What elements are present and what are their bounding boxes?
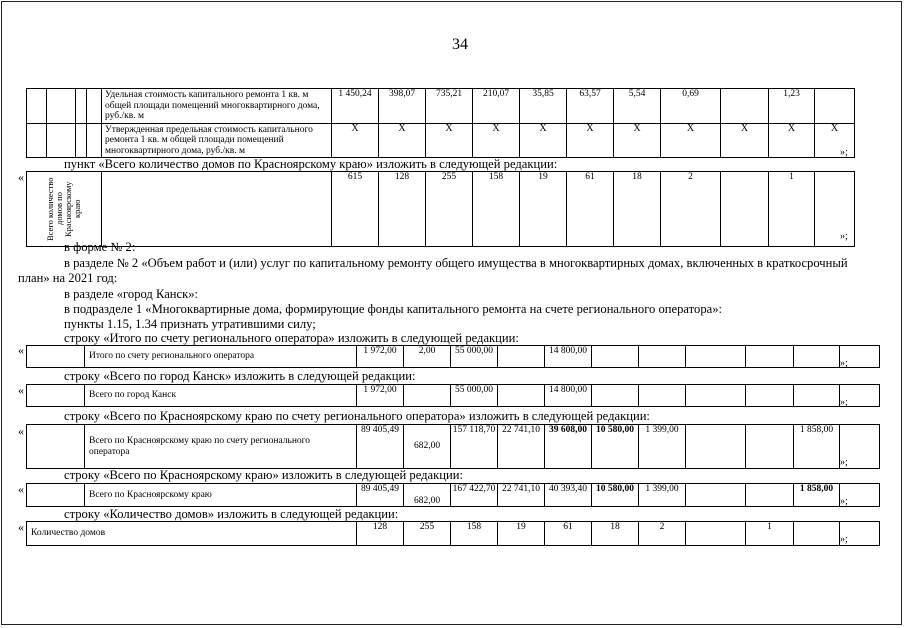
- text-razdel2-line2: план» на 2021 год:: [18, 271, 118, 285]
- cell: [815, 89, 855, 124]
- cell: [815, 172, 855, 247]
- row-label: Всего по город Канск: [85, 385, 357, 407]
- table-row: [27, 123, 855, 158]
- cell: 0,69: [661, 89, 721, 124]
- cell: 1,23: [769, 89, 815, 124]
- table-kolvo: [26, 521, 880, 546]
- cell: 39 608,00: [545, 425, 592, 469]
- cell: [592, 385, 639, 407]
- quote-open: «: [18, 424, 24, 438]
- cell: 157 118,70: [451, 425, 498, 469]
- cell: 19: [520, 172, 567, 247]
- quote-close: »;: [840, 147, 848, 158]
- cell: 1 972,00: [357, 346, 404, 368]
- text-stroka-kolvo: строку «Количество домов» изложить в следующей редакции:: [64, 507, 399, 521]
- table-row: [27, 89, 855, 124]
- cell: 5,54: [614, 89, 661, 124]
- quote-close: »;: [840, 457, 848, 468]
- cell: 158: [473, 172, 520, 247]
- cell: [498, 346, 545, 368]
- cell: 18: [614, 172, 661, 247]
- cell: [686, 522, 746, 546]
- cell: 35,85: [520, 89, 567, 124]
- quote-close: »;: [840, 534, 848, 545]
- cell: [746, 425, 794, 469]
- quote-close: »;: [840, 397, 848, 408]
- cell: 2: [661, 172, 721, 247]
- cell: [794, 385, 840, 407]
- cell: X: [769, 123, 815, 158]
- text-razdel-kansk: в разделе «город Канск»:: [64, 287, 199, 301]
- cell: 19: [498, 522, 545, 546]
- cell: [721, 89, 769, 124]
- quote-close: »;: [840, 358, 848, 369]
- row-label: Количество домов: [27, 522, 357, 546]
- row-label: Всего по Красноярскому краю: [85, 484, 357, 507]
- cell: 1 858,00: [794, 484, 840, 507]
- vertical-label: Всего количество домов по Красноярскому краю: [45, 177, 82, 241]
- cell: X: [332, 123, 379, 158]
- row-label: Утвержденная предельная стоимость капитального ремонта 1 кв. м общей площади помещений многоквартирного дома, руб./кв. м: [102, 123, 332, 158]
- cell: X: [815, 123, 855, 158]
- cell: 1 450,24: [332, 89, 379, 124]
- cell: X: [473, 123, 520, 158]
- cell: 682,00: [404, 484, 451, 507]
- text-punkty: пункты 1.15, 1.34 признать утратившими силу;: [64, 317, 316, 331]
- text-razdel2-line1: в разделе № 2 «Объем работ и (или) услуг по капитальному ремонту общего имущества в многоквартирных домах, включенных в краткосрочный: [64, 256, 848, 270]
- cell: X: [379, 123, 426, 158]
- cell: X: [721, 123, 769, 158]
- table-row: [27, 484, 880, 507]
- cell: [686, 346, 746, 368]
- cell: 40 393,40: [545, 484, 592, 507]
- cell: X: [567, 123, 614, 158]
- text-punkt: пункт «Всего количество домов по Красноярскому краю» изложить в следующей редакции:: [64, 157, 558, 171]
- cell: 167 422,70: [451, 484, 498, 507]
- cell: [794, 522, 840, 546]
- cell: 128: [357, 522, 404, 546]
- text-stroka-kray-schet: строку «Всего по Красноярскому краю по счету регионального оператора» изложить в следующей редакции:: [64, 409, 650, 423]
- cell: 735,21: [426, 89, 473, 124]
- cell: 63,57: [567, 89, 614, 124]
- page-number: 34: [452, 36, 468, 53]
- quote-open: «: [18, 520, 24, 534]
- cell: [639, 385, 686, 407]
- cell: 10 580,00: [592, 425, 639, 469]
- cell: 1 399,00: [639, 484, 686, 507]
- cell: 61: [545, 522, 592, 546]
- quote-open: «: [18, 170, 24, 184]
- cell: 22 741,10: [498, 425, 545, 469]
- cell: 10 580,00: [592, 484, 639, 507]
- table-kray-schet: [26, 424, 880, 469]
- quote-open: «: [18, 343, 24, 357]
- cell: 682,00: [404, 425, 451, 469]
- cell: 255: [404, 522, 451, 546]
- table-itogo: [26, 345, 880, 368]
- cell: [746, 385, 794, 407]
- table-cost: [26, 88, 855, 158]
- cell: 210,07: [473, 89, 520, 124]
- table-kray: [26, 483, 880, 507]
- cell: 61: [567, 172, 614, 247]
- cell: 2,00: [404, 346, 451, 368]
- cell: X: [661, 123, 721, 158]
- cell: X: [426, 123, 473, 158]
- cell: [721, 172, 769, 247]
- cell: 398,07: [379, 89, 426, 124]
- cell: [794, 346, 840, 368]
- table-row: [27, 172, 855, 247]
- table-row: [27, 385, 880, 407]
- cell: 89 405,49: [357, 425, 404, 469]
- cell: [686, 385, 746, 407]
- cell: 1: [769, 172, 815, 247]
- cell: [746, 484, 794, 507]
- cell: X: [614, 123, 661, 158]
- row-label: Всего по Красноярскому краю по счету регионального оператора: [85, 425, 357, 469]
- cell: 1 399,00: [639, 425, 686, 469]
- table-row: [27, 346, 880, 368]
- cell: 1: [746, 522, 794, 546]
- cell: 22 741,10: [498, 484, 545, 507]
- quote-close: »;: [840, 231, 848, 242]
- table-kansk: [26, 384, 880, 407]
- row-label: Удельная стоимость капитального ремонта 1 кв. м общей площади помещений многоквартирного дома, руб./кв. м: [102, 89, 332, 124]
- cell: 18: [592, 522, 639, 546]
- cell: 1 858,00: [794, 425, 840, 469]
- cell: 89 405,49: [357, 484, 404, 507]
- cell: 1 972,00: [357, 385, 404, 407]
- cell: 615: [332, 172, 379, 247]
- table-row: [27, 522, 880, 546]
- cell: 14 800,00: [545, 385, 592, 407]
- table-row: [27, 425, 880, 469]
- cell: 128: [379, 172, 426, 247]
- table-houses: [26, 171, 855, 247]
- text-podrazdel1: в подразделе 1 «Многоквартирные дома, формирующие фонды капитального ремонта на счете регионального оператора»:: [64, 302, 722, 316]
- cell: [686, 425, 746, 469]
- quote-open: «: [18, 383, 24, 397]
- quote-close: »;: [840, 496, 848, 507]
- text-stroka-itogo: строку «Итого по счету регионального оператора» изложить в следующей редакции:: [64, 331, 519, 345]
- text-form2: в форме № 2:: [64, 240, 136, 254]
- cell: 14 800,00: [545, 346, 592, 368]
- quote-open: «: [18, 482, 24, 496]
- cell: [404, 385, 451, 407]
- cell: [639, 346, 686, 368]
- cell: [686, 484, 746, 507]
- cell: 2: [639, 522, 686, 546]
- cell: 255: [426, 172, 473, 247]
- cell: X: [520, 123, 567, 158]
- cell: [592, 346, 639, 368]
- cell: [746, 346, 794, 368]
- text-stroka-kansk: строку «Всего по город Канск» изложить в следующей редакции:: [64, 369, 416, 383]
- text-stroka-kray: строку «Всего по Красноярскому краю» изложить в следующей редакции:: [64, 468, 463, 482]
- row-label: Итого по счету регионального оператора: [85, 346, 357, 368]
- cell: [498, 385, 545, 407]
- cell: 55 000,00: [451, 385, 498, 407]
- cell: 158: [451, 522, 498, 546]
- cell: 55 000,00: [451, 346, 498, 368]
